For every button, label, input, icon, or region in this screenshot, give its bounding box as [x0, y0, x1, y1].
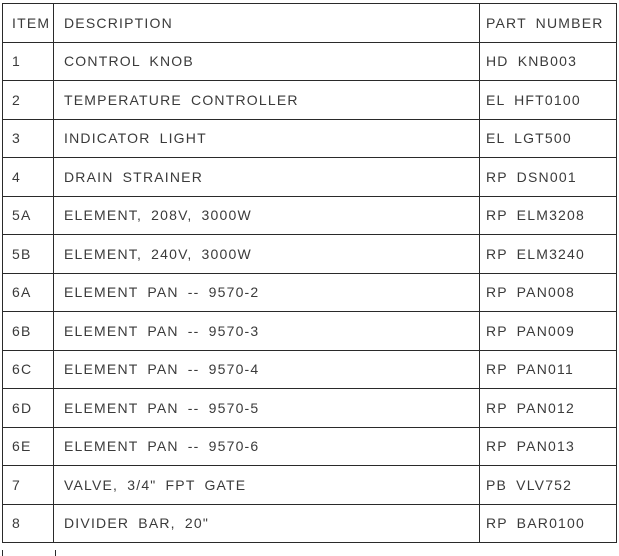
table-row [3, 42, 617, 81]
table-row [3, 312, 617, 351]
table-row [3, 350, 617, 389]
cell-item: 6B [3, 312, 54, 351]
table-row [3, 273, 617, 312]
header-part-number: PART NUMBER [480, 4, 617, 43]
table-row [3, 196, 617, 235]
cell-description: ELEMENT PAN -- 9570-3 [54, 312, 480, 351]
cell-part-number: RP BAR0100 [480, 504, 617, 543]
cell-part-number: RP PAN013 [480, 427, 617, 466]
cell-item: 2 [3, 81, 54, 120]
cell-description: ELEMENT PAN -- 9570-2 [54, 273, 480, 312]
table-row [3, 389, 617, 428]
cell-part-number: HD KNB003 [480, 42, 617, 81]
cell-item: 4 [3, 158, 54, 197]
cell-part-number: EL LGT500 [480, 119, 617, 158]
cell-description: VALVE, 3/4" FPT GATE [54, 466, 480, 505]
cell-part-number: RP PAN008 [480, 273, 617, 312]
cell-part-number: RP PAN009 [480, 312, 617, 351]
table-row [3, 81, 617, 120]
header-row [3, 4, 617, 43]
table-row [3, 427, 617, 466]
cell-description: DIVIDER BAR, 20" [54, 504, 480, 543]
cell-item: 6C [3, 350, 54, 389]
header-item: ITEM [3, 4, 54, 43]
cell-description: INDICATOR LIGHT [54, 119, 480, 158]
cell-item: 6E [3, 427, 54, 466]
cell-part-number: RP PAN012 [480, 389, 617, 428]
cell-part-number: PB VLV752 [480, 466, 617, 505]
cell-description: CONTROL KNOB [54, 42, 480, 81]
table-continuation [2, 550, 618, 556]
table-row [3, 119, 617, 158]
table-row [3, 158, 617, 197]
cell-part-number: RP DSN001 [480, 158, 617, 197]
parts-list-table [2, 3, 617, 543]
cell-item: 1 [3, 42, 54, 81]
cell-description: DRAIN STRAINER [54, 158, 480, 197]
cell-item: 5A [3, 196, 54, 235]
cell-description: ELEMENT, 208V, 3000W [54, 196, 480, 235]
cell-item: 6D [3, 389, 54, 428]
cell-part-number: EL HFT0100 [480, 81, 617, 120]
cell-item: 7 [3, 466, 54, 505]
cell-item: 6A [3, 273, 54, 312]
table-row [3, 504, 617, 543]
cell-description: ELEMENT PAN -- 9570-4 [54, 350, 480, 389]
cell-part-number: RP ELM3208 [480, 196, 617, 235]
cell-description: TEMPERATURE CONTROLLER [54, 81, 480, 120]
cell-item: 3 [3, 119, 54, 158]
cell-item: 5B [3, 235, 54, 274]
cell-part-number: RP ELM3240 [480, 235, 617, 274]
table-row [3, 466, 617, 505]
cell-item: 8 [3, 504, 54, 543]
header-description: DESCRIPTION [54, 4, 480, 43]
table-row [3, 235, 617, 274]
cell-description: ELEMENT PAN -- 9570-6 [54, 427, 480, 466]
cell-description: ELEMENT, 240V, 3000W [54, 235, 480, 274]
column-divider [55, 550, 56, 556]
cell-part-number: RP PAN011 [480, 350, 617, 389]
cell-description: ELEMENT PAN -- 9570-5 [54, 389, 480, 428]
